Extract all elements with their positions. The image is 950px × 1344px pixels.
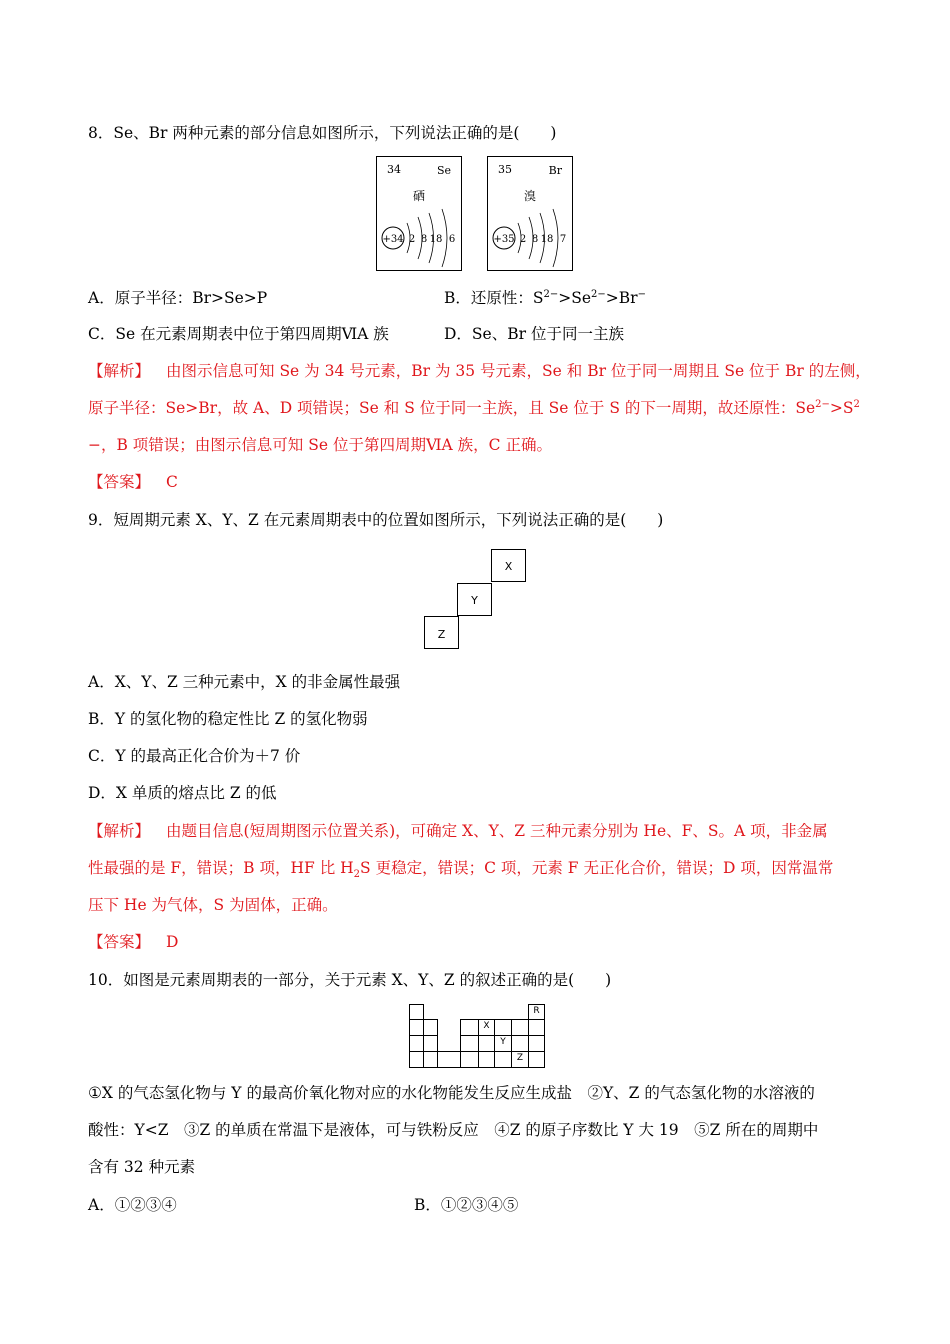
br-symbol: Br [548,164,562,177]
se-shell-3: 18 [429,234,443,245]
analysis-tag: 【解析】 [88,362,151,380]
se-shell-diagram [377,157,463,272]
analysis-tag: 【解析】 [88,822,151,840]
se-symbol: Se [436,164,451,177]
q10-body-line-1: ①X 的气态氢化物与 Y 的最高价氧化物对应的水化物能发生反应生成盐 ②Y、Z 的气态氢化物的水溶液的 [88,1084,815,1102]
q9-option-b: B．Y 的氢化物的稳定性比 Z 的氢化物弱 [88,710,368,728]
br-shell-3: 18 [540,234,554,245]
q10-cell-z: Z [511,1051,529,1068]
se-nucleus-charge: +34 [382,234,404,245]
q8-option-d: D．Se、Br 位于同一主族 [444,325,624,343]
q8-answer: 【答案】 C [88,473,178,491]
q10-cell-r: R [528,1004,545,1020]
q8-analysis-line-3: −，B 项错误；由图示信息可知 Se 位于第四周期ⅥA 族，C 正确。 [88,436,552,454]
br-shell-4: 7 [559,234,567,245]
q9-analysis-line-3: 压下 He 为气体，S 为固体，正确。 [88,896,338,914]
q9-option-c: C．Y 的最高正化合价为＋7 价 [88,747,301,765]
q8-option-b: B．还原性：$S^{2-}>Se^{2-}>Br^-$ [444,288,646,307]
q10-body-line-3: 含有 32 种元素 [88,1158,196,1176]
q9-analysis-line-2: 性最强的是 F，错误；B 项，HF 比 $H_2S$ 更稳定，错误；C 项，元素 F 无正化合价，错误；D 项，因常温常 [88,859,834,881]
br-shell-1: 2 [519,234,527,245]
q10-cell-y: Y [494,1035,512,1052]
q8-analysis-line-2: 原子半径：Se>Br，故 A、D 项错误；Se 和 S 位于同一主族，且 Se 位于 S 的下一周期，故还原性：$Se^{2-}>S^2$ [88,398,860,417]
q10-option-a: A．①②③④ [88,1196,177,1214]
q10-cell-x: X [478,1019,495,1036]
se-shell-1: 2 [408,234,416,245]
q9-cell-z: Z [424,616,459,649]
q8-option-a: A．原子半径：Br>Se>P [88,289,268,307]
q9-option-d: D．X 单质的熔点比 Z 的低 [88,784,277,802]
br-shell-2: 8 [531,234,539,245]
q8-option-c: C．Se 在元素周期表中位于第四周期ⅥA 族 [88,325,389,343]
q8-analysis-line-1: 【解析】 由图示信息可知 Se 为 34 号元素，Br 为 35 号元素，Se 和 Br 位于同一周期且 Se 位于 Br 的左侧， [88,362,871,380]
se-atom-card [376,156,462,271]
q9-stem: 9．短周期元素 X、Y、Z 在元素周期表中的位置如图所示，下列说法正确的是( ) [88,511,664,529]
q10-body-line-2: 酸性：Y<Z ③Z 的单质在常温下是液体，可与铁粉反应 ④Z 的原子序数比 Y 大 19 ⑤Z 所在的周期中 [88,1121,819,1139]
br-nucleus-charge: +35 [493,234,515,245]
q10-periodic-table-fragment [409,1004,545,1068]
q8-stem: 8．Se、Br 两种元素的部分信息如图所示，下列说法正确的是( ) [88,124,557,142]
se-atomic-number: 34 [387,163,401,176]
q9-cell-x: X [491,549,526,582]
se-shell-2: 8 [420,234,428,245]
q9-answer: 【答案】 D [88,933,179,951]
se-shell-4: 6 [448,234,456,245]
q10-stem: 10．如图是元素周期表的一部分，关于元素 X、Y、Z 的叙述正确的是( ) [88,971,612,989]
br-atomic-number: 35 [498,163,512,176]
answer-tag: 【答案】 [88,473,151,491]
br-shell-diagram [488,157,574,272]
q9-option-a: A．X、Y、Z 三种元素中，X 的非金属性最强 [88,673,401,691]
q9-cell-y: Y [457,583,492,616]
br-chinese-name: 溴 [523,189,536,203]
br-atom-card [487,156,573,271]
q9-analysis-line-1: 【解析】 由题目信息(短周期图示位置关系)，可确定 X、Y、Z 三种元素分别为 He、F、S。A 项，非金属 [88,822,828,840]
q10-option-b: B．①②③④⑤ [414,1196,519,1214]
answer-tag: 【答案】 [88,933,151,951]
se-chinese-name: 硒 [412,189,425,203]
